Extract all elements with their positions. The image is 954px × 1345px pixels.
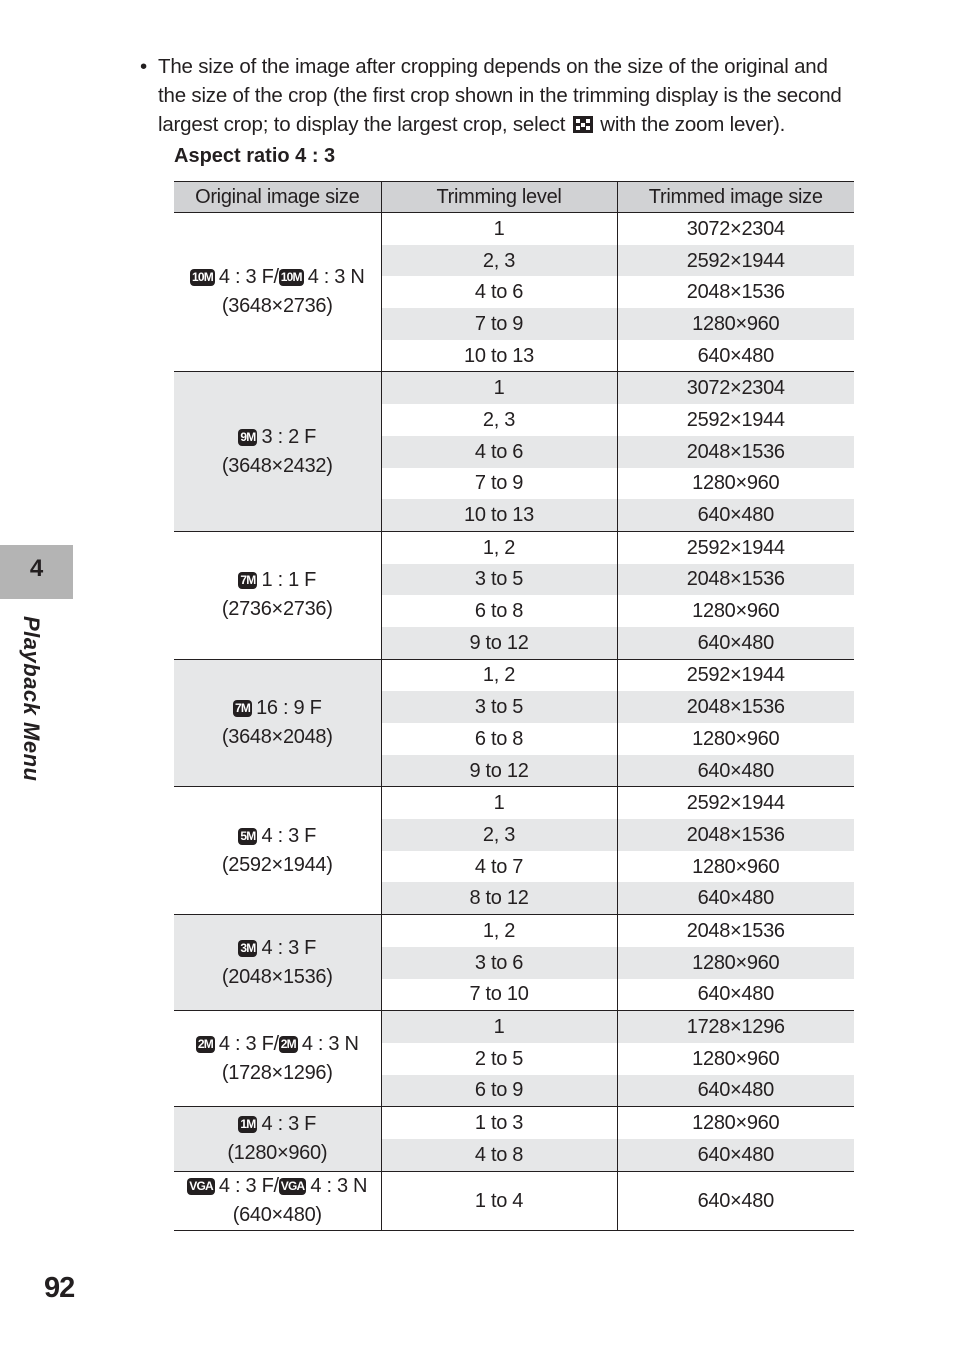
mode-label: 1 : 1 F: [261, 569, 317, 592]
trimmed-size-cell: 2048×1536: [617, 436, 854, 468]
header-trimmed-size: Trimmed image size: [617, 182, 854, 213]
dims-line: [174, 963, 381, 992]
trimming-level-cell: 3 to 5: [381, 564, 617, 596]
table-row: [174, 1011, 854, 1043]
trimming-level-cell: 7 to 10: [381, 979, 617, 1011]
original-dimensions: (3648×2048): [221, 726, 333, 748]
trimming-level-cell: 1 to 3: [381, 1107, 617, 1139]
mode-separator: /: [273, 1174, 279, 1197]
trimmed-size-cell: 2592×1944: [617, 787, 854, 819]
mode-line: [174, 1110, 381, 1139]
trimmed-size-cell: 1280×960: [617, 947, 854, 979]
trimmed-size-cell: 640×480: [617, 882, 854, 914]
mode-label: 4 : 3 F: [218, 1174, 274, 1197]
table-row: [174, 915, 854, 947]
image-size-icon: 5M: [240, 828, 256, 843]
trimming-level-cell: 7 to 9: [381, 308, 617, 340]
table-row: [174, 531, 854, 563]
trimmed-size-cell: 1280×960: [617, 308, 854, 340]
dims-line: [174, 292, 381, 321]
dims-line: [174, 452, 381, 481]
trimming-level-cell: 4 to 7: [381, 851, 617, 883]
trimming-level-cell: 3 to 6: [381, 947, 617, 979]
image-size-icon: 10M: [280, 270, 302, 285]
chapter-number: 4: [29, 555, 44, 582]
trimming-level-cell: 6 to 8: [381, 723, 617, 755]
original-size-cell: [174, 1011, 381, 1107]
trimming-level-cell: 9 to 12: [381, 755, 617, 787]
mode-separator: /: [273, 266, 279, 289]
original-dimensions: (3648×2432): [221, 454, 333, 477]
mode-label: 3 : 2 F: [261, 425, 317, 448]
trimmed-size-cell: 640×480: [617, 1171, 854, 1230]
page-number: 92: [44, 1272, 75, 1304]
dims-line: [174, 851, 381, 880]
mode-label: 4 : 3 F: [261, 1112, 317, 1135]
original-size-cell: [174, 213, 381, 372]
trimmed-size-cell: 2592×1944: [617, 531, 854, 563]
mode-line: [174, 934, 381, 963]
trimming-level-cell: 2, 3: [381, 404, 617, 436]
note-text: [158, 52, 858, 139]
trimmed-size-cell: 1280×960: [617, 723, 854, 755]
trimming-level-cell: 2, 3: [381, 819, 617, 851]
original-dimensions: (2736×2736): [221, 598, 333, 621]
mode-line: [174, 694, 381, 723]
table-row: [174, 1171, 854, 1230]
trimmed-size-cell: 2592×1944: [617, 245, 854, 277]
trimming-level-cell: 8 to 12: [381, 882, 617, 914]
dims-line: [174, 1201, 381, 1230]
chapter-tab: [0, 545, 73, 599]
chapter-label: Playback Menu: [19, 616, 44, 782]
mode-label: 4 : 3 N: [301, 1032, 359, 1055]
bullet-mark: •: [140, 55, 147, 78]
table-header-row: [174, 182, 854, 213]
original-dimensions: (2592×1944): [221, 853, 333, 876]
trimmed-size-cell: 1280×960: [617, 1107, 854, 1139]
header-original-size: Original image size: [174, 182, 381, 213]
trimmed-size-cell: 1280×960: [617, 468, 854, 500]
mode-label: 4 : 3 F: [261, 936, 317, 959]
note-text-after: with the zoom lever).: [600, 113, 786, 136]
mode-label: 4 : 3 N: [310, 1174, 368, 1197]
mode-line: [174, 1030, 381, 1059]
trimming-level-cell: 10 to 13: [381, 340, 617, 372]
image-size-icon: 2M: [197, 1036, 213, 1051]
original-size-cell: [174, 372, 381, 531]
trimming-level-cell: 2 to 5: [381, 1043, 617, 1075]
image-size-icon: 7M: [240, 573, 256, 588]
trimmed-size-cell: 640×480: [617, 1139, 854, 1171]
image-size-icon: 7M: [235, 701, 251, 715]
trimmed-size-cell: 640×480: [617, 1075, 854, 1107]
trimming-table: [174, 181, 854, 1231]
note-text-before: The size of the image after cropping depends on the size of the original and the size of the crop (the first crop shown in the trimming display is the second largest crop; to display the largest crop, select: [158, 55, 842, 136]
trimming-level-cell: 7 to 9: [381, 468, 617, 500]
trimmed-size-cell: 1728×1296: [617, 1011, 854, 1043]
trimmed-size-cell: 1280×960: [617, 1043, 854, 1075]
trimmed-size-cell: 2048×1536: [617, 915, 854, 947]
trimming-level-cell: 1: [381, 787, 617, 819]
trimming-level-cell: 10 to 13: [381, 499, 617, 531]
trimming-level-cell: 1: [381, 213, 617, 245]
trimming-level-cell: 6 to 8: [381, 595, 617, 627]
trimming-level-cell: 1, 2: [381, 531, 617, 563]
original-dimensions: (1728×1296): [221, 1061, 333, 1084]
mode-line: [174, 263, 381, 292]
trimming-level-cell: 1, 2: [381, 659, 617, 691]
image-size-icon: 10M: [191, 270, 213, 285]
mode-separator: /: [273, 1032, 279, 1055]
dims-line: [174, 723, 381, 752]
mode-label: 4 : 3 N: [307, 266, 365, 289]
mode-label: 16 : 9 F: [256, 697, 322, 719]
trimmed-size-cell: 1280×960: [617, 851, 854, 883]
section-title: Aspect ratio 4 : 3: [174, 145, 336, 167]
original-size-cell: [174, 1171, 381, 1230]
table-row: [174, 659, 854, 691]
trimmed-size-cell: 640×480: [617, 499, 854, 531]
trimming-level-cell: 4 to 6: [381, 436, 617, 468]
image-size-icon: 2M: [280, 1036, 296, 1051]
header-trimming-level: Trimming level: [381, 182, 617, 213]
trimming-level-cell: 2, 3: [381, 245, 617, 277]
table-row: [174, 1107, 854, 1139]
mode-line: [174, 423, 381, 452]
image-size-icon: 3M: [240, 940, 256, 955]
trimming-level-cell: 4 to 8: [381, 1139, 617, 1171]
mode-label: 4 : 3 F: [218, 1032, 274, 1055]
trimming-level-cell: 3 to 5: [381, 691, 617, 723]
trimmed-size-cell: 2048×1536: [617, 691, 854, 723]
trimmed-size-cell: 2592×1944: [617, 659, 854, 691]
trimmed-size-cell: 2592×1944: [617, 404, 854, 436]
trimming-level-cell: 9 to 12: [381, 627, 617, 659]
trimmed-size-cell: 640×480: [617, 755, 854, 787]
table-row: [174, 787, 854, 819]
original-size-cell: [174, 1107, 381, 1171]
trimming-level-cell: 1 to 4: [381, 1171, 617, 1230]
original-dimensions: (2048×1536): [221, 965, 333, 988]
image-size-icon: VGA: [189, 1178, 213, 1193]
dims-line: [174, 1059, 381, 1088]
original-dimensions: (1280×960): [227, 1141, 328, 1164]
trimmed-size-cell: 640×480: [617, 979, 854, 1011]
image-size-icon: 1M: [240, 1116, 256, 1131]
original-size-cell: [174, 659, 381, 787]
mode-line: [174, 822, 381, 851]
trimmed-size-cell: 2048×1536: [617, 276, 854, 308]
original-size-cell: [174, 787, 381, 915]
table-body: [174, 213, 854, 1231]
table-row: [174, 213, 854, 245]
trimmed-size-cell: 2048×1536: [617, 564, 854, 596]
original-dimensions: (3648×2736): [221, 295, 333, 318]
mode-line: [174, 1172, 381, 1201]
trimming-level-cell: 1: [381, 372, 617, 404]
trimming-level-cell: 1, 2: [381, 915, 617, 947]
mode-label: 4 : 3 F: [218, 266, 274, 289]
trimmed-size-cell: 640×480: [617, 340, 854, 372]
trimmed-size-cell: 1280×960: [617, 595, 854, 627]
trimmed-size-cell: 3072×2304: [617, 372, 854, 404]
dims-line: [174, 595, 381, 624]
trimming-level-cell: 6 to 9: [381, 1075, 617, 1107]
trimmed-size-cell: 640×480: [617, 627, 854, 659]
trimmed-size-cell: 3072×2304: [617, 213, 854, 245]
trimming-level-cell: 1: [381, 1011, 617, 1043]
trimmed-size-cell: 2048×1536: [617, 819, 854, 851]
image-size-icon: VGA: [280, 1178, 305, 1193]
trimming-level-cell: 4 to 6: [381, 276, 617, 308]
original-dimensions: (640×480): [232, 1203, 322, 1226]
mode-line: [174, 566, 381, 595]
zoom-out-thumbnail-icon: [573, 116, 593, 133]
dims-line: [174, 1139, 381, 1168]
mode-label: 4 : 3 F: [261, 824, 317, 847]
original-size-cell: [174, 531, 381, 659]
original-size-cell: [174, 915, 381, 1011]
image-size-icon: 9M: [240, 429, 256, 444]
table-row: [174, 372, 854, 404]
